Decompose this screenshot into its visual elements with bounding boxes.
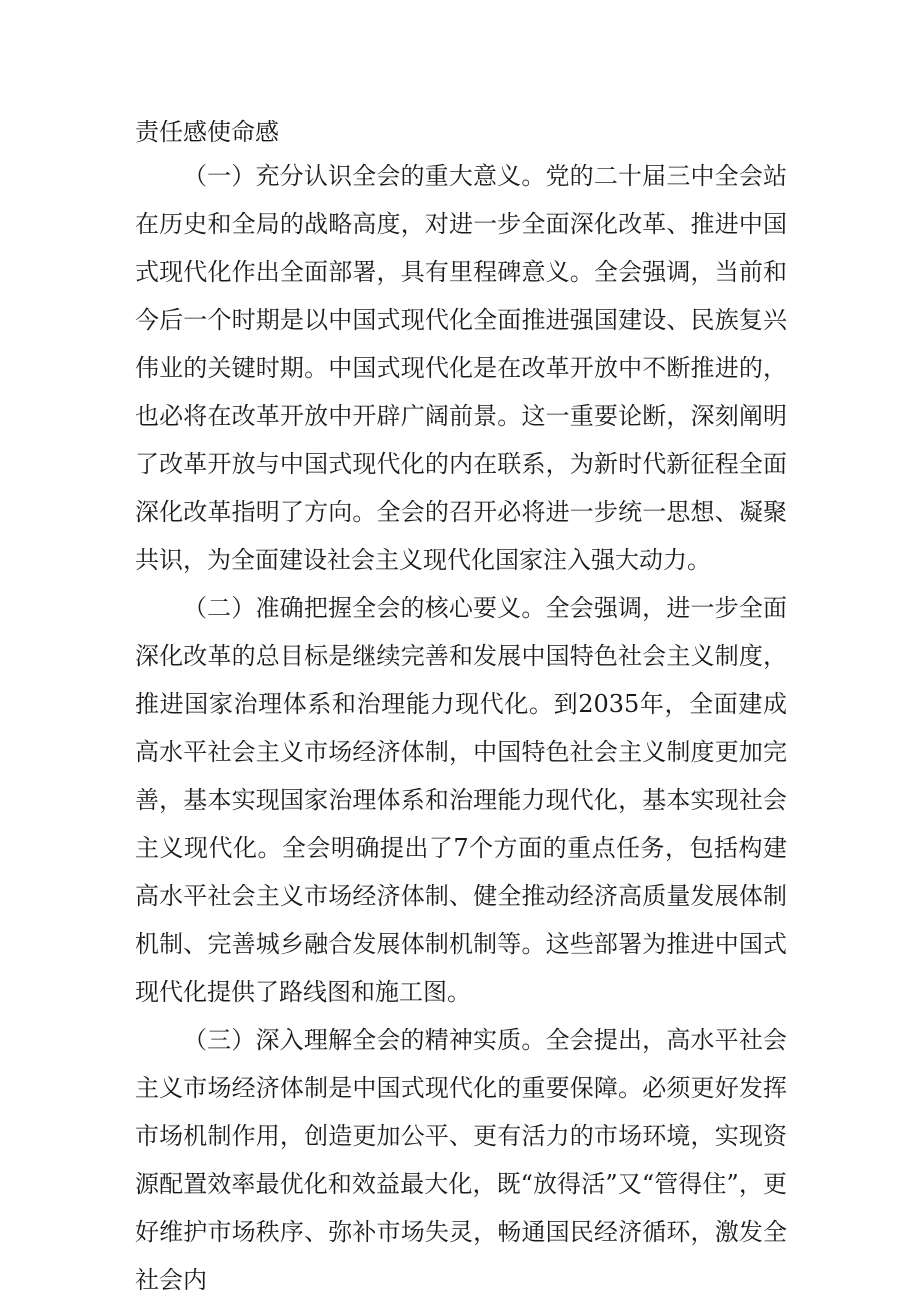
paragraph-1: （一）充分认识全会的重大意义。党的二十届三中全会站在历史和全局的战略高度，对进一步全面深化改革、推进中国式现代化作出全面部署，具有里程碑意义。全会强调，当前和今后一个时期是以中国式现代化全面推进强国建设、民族复兴伟业的关键时期。中国式现代化是在改革开放中不断推进的，也必将在改革开放中开辟广阔前景。这一重要论断，深刻阐明了改革开放与中国式现代化的内在联系，为新时代新征程全面深化改革指明了方向。全会的召开必将进一步统一思想、凝聚共识，为全面建设社会主义现代化国家注入强大动力。 <box>135 162 787 574</box>
body-text <box>135 152 787 1304</box>
paragraph-2: （二）准确把握全会的核心要义。全会强调，进一步全面深化改革的总目标是继续完善和发展中国特色社会主义制度，推进国家治理体系和治理能力现代化。到2035年，全面建成高水平社会主义市场经济体制，中国特色社会主义制度更加完善，基本实现国家治理体系和治理能力现代化，基本实现社会主义现代化。全会明确提出了7个方面的重点任务，包括构建高水平社会主义市场经济体制、健全推动经济高质量发展体制机制、完善城乡融合发展体制机制等。这些部署为推进中国式现代化提供了路线图和施工图。 <box>135 594 787 1006</box>
section-heading: 责任感使命感 <box>135 118 279 146</box>
paragraph-3: （三）深入理解全会的精神实质。全会提出，高水平社会主义市场经济体制是中国式现代化的重要保障。必须更好发挥市场机制作用，创造更加公平、更有活力的市场环境，实现资源配置效率最优化和效益最大化，既“放得活”又“管得住”，更好维护市场秩序、弥补市场失灵，畅通国民经济循环，激发全社会内 <box>135 1026 787 1294</box>
